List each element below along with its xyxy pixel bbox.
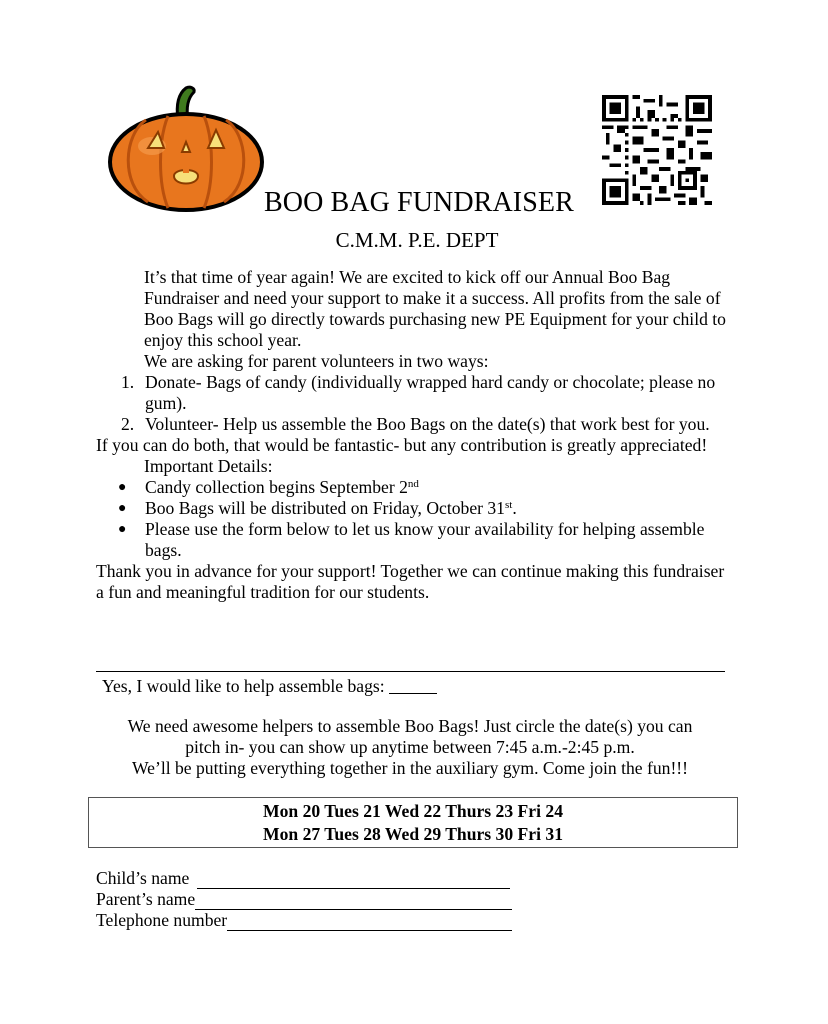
- parent-name-row: [96, 889, 512, 910]
- list-item-text: Boo Bags will be distributed on Friday, October 31: [145, 498, 505, 518]
- list-item-end: .: [512, 498, 517, 518]
- list-item: [96, 519, 736, 561]
- letter-body: [96, 267, 736, 603]
- telephone-field[interactable]: [227, 915, 512, 931]
- helpers-line: We’ll be putting everything together in the auxiliary gym. Come join the fun!!!: [131, 758, 689, 778]
- ask-line: We are asking for parent volunteers in two ways:: [144, 351, 489, 371]
- list-number: 1.: [121, 372, 135, 392]
- list-item: [96, 372, 736, 414]
- child-name-label: Child’s name: [96, 868, 190, 888]
- ways-list: [96, 372, 736, 435]
- child-name-row: [96, 868, 512, 889]
- department-subtitle: C.M.M. P.E. DEPT: [335, 228, 499, 252]
- both-note: If you can do both, that would be fantastic- but any contribution is greatly appreciated!: [96, 435, 708, 455]
- list-item: [96, 414, 736, 435]
- helpers-line: pitch in- you can show up anytime between 7:45 a.m.-2:45 p.m.: [185, 737, 635, 757]
- intro-paragraph: [96, 267, 736, 351]
- list-number: 2.: [121, 414, 135, 434]
- qr-code-icon: [599, 95, 715, 205]
- ordinal-suffix: nd: [407, 478, 419, 490]
- bullet-icon: ●: [118, 522, 127, 537]
- list-item-text: Donate- Bags of candy (individually wrapped hard candy or chocolate; please no gum).: [145, 372, 716, 413]
- telephone-label: Telephone number: [96, 910, 228, 930]
- parent-name-label: Parent’s name: [96, 889, 196, 909]
- helpers-line: We need awesome helpers to assemble Boo Bags! Just circle the date(s) you can: [127, 716, 693, 736]
- dates-week-2[interactable]: Mon 27 Tues 28 Wed 29 Thurs 30 Fri 31: [263, 824, 563, 844]
- jack-o-lantern-icon: [106, 84, 266, 214]
- list-item: [96, 498, 736, 519]
- bullet-icon: ●: [118, 480, 127, 495]
- bullet-icon: ●: [118, 501, 127, 516]
- child-name-field[interactable]: [197, 873, 510, 889]
- list-item-text: Candy collection begins September 2: [145, 477, 408, 497]
- help-prompt-row: [102, 676, 437, 697]
- divider: [96, 671, 725, 672]
- list-item-text: Volunteer- Help us assemble the Boo Bags on the date(s) that work best for you.: [145, 414, 710, 434]
- telephone-row: [96, 910, 512, 931]
- details-list: [96, 477, 736, 561]
- helpers-notice: [96, 716, 724, 779]
- page-title: BOO BAG FUNDRAISER: [264, 187, 574, 218]
- help-prompt: Yes, I would like to help assemble bags:: [102, 676, 385, 696]
- details-heading: Important Details:: [144, 456, 273, 476]
- list-item: [96, 477, 736, 498]
- ordinal-suffix: st: [504, 499, 513, 511]
- intro-text: It’s that time of year again! We are excited to kick off our Annual Boo Bag Fundraiser and need your support to make it a success. All profits from the sale of Boo Bags will go directly towards purchasing new PE Equipment for your child to enjoy this school year.: [144, 267, 726, 350]
- date-selection-box[interactable]: [88, 797, 738, 848]
- thanks-paragraph: Thank you in advance for your support! Together we can continue making this fundraiser a fun and meaningful tradition for our students.: [96, 561, 725, 602]
- dates-week-1[interactable]: Mon 20 Tues 21 Wed 22 Thurs 23 Fri 24: [263, 801, 563, 821]
- help-checkbox-blank[interactable]: [389, 677, 437, 694]
- list-item-text: Please use the form below to let us know your availability for helping assemble bags.: [145, 519, 705, 560]
- parent-name-field[interactable]: [195, 894, 512, 910]
- volunteer-form: [96, 868, 512, 931]
